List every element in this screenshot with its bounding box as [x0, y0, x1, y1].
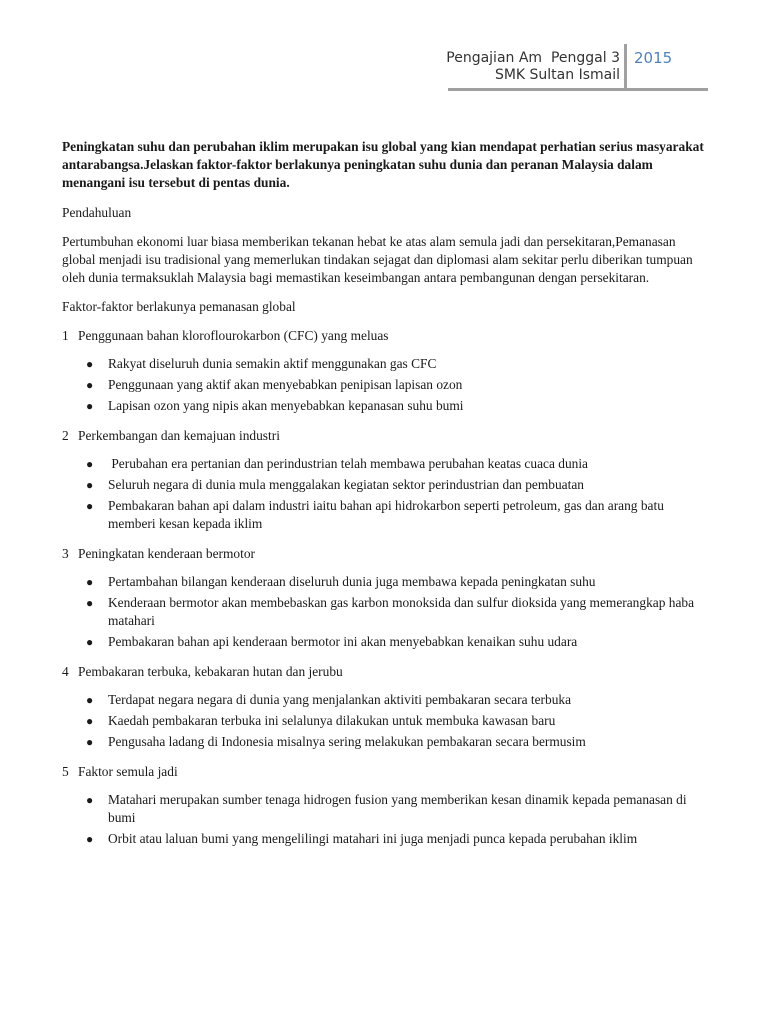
list-item-text: Orbit atau laluan bumi yang mengelilingi matahari ini juga menjadi punca kepada perubahan iklim: [108, 831, 638, 846]
list-item: [62, 691, 708, 709]
header-text: [446, 50, 620, 84]
header-year: 2015: [634, 49, 673, 67]
bullet-icon: ●: [86, 378, 94, 392]
bullet-icon: ●: [86, 399, 94, 413]
list-item: [62, 830, 708, 848]
section-title: [62, 763, 708, 781]
factor-sections: [62, 327, 708, 848]
list-item-text: Pertambahan bilangan kenderaan diseluruh dunia juga membawa kepada peningkatan suhu: [108, 574, 596, 589]
section-title: [62, 427, 708, 445]
list-item-text: Pembakaran bahan api kenderaan bermotor ini akan menyebabkan kenaikan suhu udara: [108, 634, 578, 649]
essay-question: Peningkatan suhu dan perubahan iklim merupakan isu global yang kian mendapat perhatian serius masyarakat antarabangsa.Jelaskan faktor-faktor berlakunya peningkatan suhu dunia dan peranan Malaysia dalam menangani isu tersebut di pentas dunia.: [62, 139, 704, 190]
list-item: [62, 355, 708, 373]
list-item-text: Matahari merupakan sumber tenaga hidrogen fusion yang memberikan kesan dinamik kepada pemanasan di bumi: [108, 792, 690, 825]
section-title: [62, 663, 708, 681]
list-item: [62, 733, 708, 751]
bullet-icon: ●: [86, 693, 94, 707]
bullet-list: [62, 791, 708, 848]
bullet-list: [62, 691, 708, 751]
section-number: 5: [62, 764, 69, 779]
list-item: [62, 397, 708, 415]
section-number: 2: [62, 428, 69, 443]
factors-heading: Faktor-faktor berlakunya pemanasan global: [62, 299, 296, 314]
list-item: [62, 376, 708, 394]
intro-paragraph: Pertumbuhan ekonomi luar biasa memberikan tekanan hebat ke atas alam semula jadi dan persekitaran,Pemanasan global menjadi isu tradisional yang memerlukan tindakan sejagat dan diplomasi alam sekitar perlu diberikan tumpuan oleh dunia termaksuklah Malaysia bagi memastikan keseimbangan antara pembangunan dengan persekitaran.: [62, 234, 693, 285]
list-item: [62, 455, 708, 473]
section-title-text: Pembakaran terbuka, kebakaran hutan dan jerubu: [78, 664, 343, 679]
bullet-list: [62, 355, 708, 415]
section-title: [62, 327, 708, 345]
list-item-text: Pembakaran bahan api dalam industri iaitu bahan api hidrokarbon seperti petroleum, gas dan arang batu memberi kesan kepada iklim: [108, 498, 668, 531]
section-title-text: Perkembangan dan kemajuan industri: [78, 428, 280, 443]
bullet-icon: ●: [86, 575, 94, 589]
bullet-icon: ●: [86, 735, 94, 749]
header-divider-vertical: [624, 44, 627, 88]
list-item-text: Lapisan ozon yang nipis akan menyebabkan kepanasan suhu bumi: [108, 398, 464, 413]
list-item-text: Rakyat diseluruh dunia semakin aktif menggunakan gas CFC: [108, 356, 437, 371]
bullet-list: [62, 573, 708, 651]
bullet-icon: ●: [86, 793, 94, 807]
section-number: 1: [62, 328, 69, 343]
list-item-text: Pengusaha ladang di Indonesia misalnya sering melakukan pembakaran secara bermusim: [108, 734, 586, 749]
intro-heading: Pendahuluan: [62, 205, 132, 220]
bullet-icon: ●: [86, 478, 94, 492]
section-title-text: Peningkatan kenderaan bermotor: [78, 546, 255, 561]
list-item-text: Kaedah pembakaran terbuka ini selalunya dilakukan untuk membuka kawasan baru: [108, 713, 556, 728]
bullet-icon: ●: [86, 499, 94, 513]
bullet-icon: ●: [86, 635, 94, 649]
bullet-icon: ●: [86, 357, 94, 371]
list-item-text: Kenderaan bermotor akan membebaskan gas karbon monoksida dan sulfur dioksida yang memerangkap haba matahari: [108, 595, 698, 628]
list-item-text: Penggunaan yang aktif akan menyebabkan penipisan lapisan ozon: [108, 377, 463, 392]
bullet-icon: ●: [86, 457, 94, 471]
list-item: [62, 633, 708, 651]
section-title-text: Penggunaan bahan kloroflourokarbon (CFC) yang meluas: [78, 328, 389, 343]
bullet-icon: ●: [86, 596, 94, 610]
section-title-text: Faktor semula jadi: [78, 764, 178, 779]
header-school: SMK Sultan Ismail: [494, 67, 620, 83]
header-subject: Pengajian Am Penggal 3: [446, 50, 620, 66]
header-divider-horizontal: [448, 88, 708, 91]
page-header: [0, 0, 768, 100]
bullet-icon: ●: [86, 832, 94, 846]
list-item: [62, 497, 708, 533]
section-number: 4: [62, 664, 69, 679]
list-item: [62, 712, 708, 730]
bullet-list: [62, 455, 708, 533]
list-item: [62, 594, 708, 630]
list-item-text: Perubahan era pertanian dan perindustrian telah membawa perubahan keatas cuaca dunia: [108, 456, 588, 471]
section-title: [62, 545, 708, 563]
list-item: [62, 791, 708, 827]
list-item: [62, 573, 708, 591]
list-item-text: Terdapat negara negara di dunia yang menjalankan aktiviti pembakaran secara terbuka: [108, 692, 572, 707]
list-item-text: Seluruh negara di dunia mula menggalakan kegiatan sektor perindustrian dan pembuatan: [108, 477, 584, 492]
section-number: 3: [62, 546, 69, 561]
list-item: [62, 476, 708, 494]
bullet-icon: ●: [86, 714, 94, 728]
document-body: [62, 138, 708, 860]
